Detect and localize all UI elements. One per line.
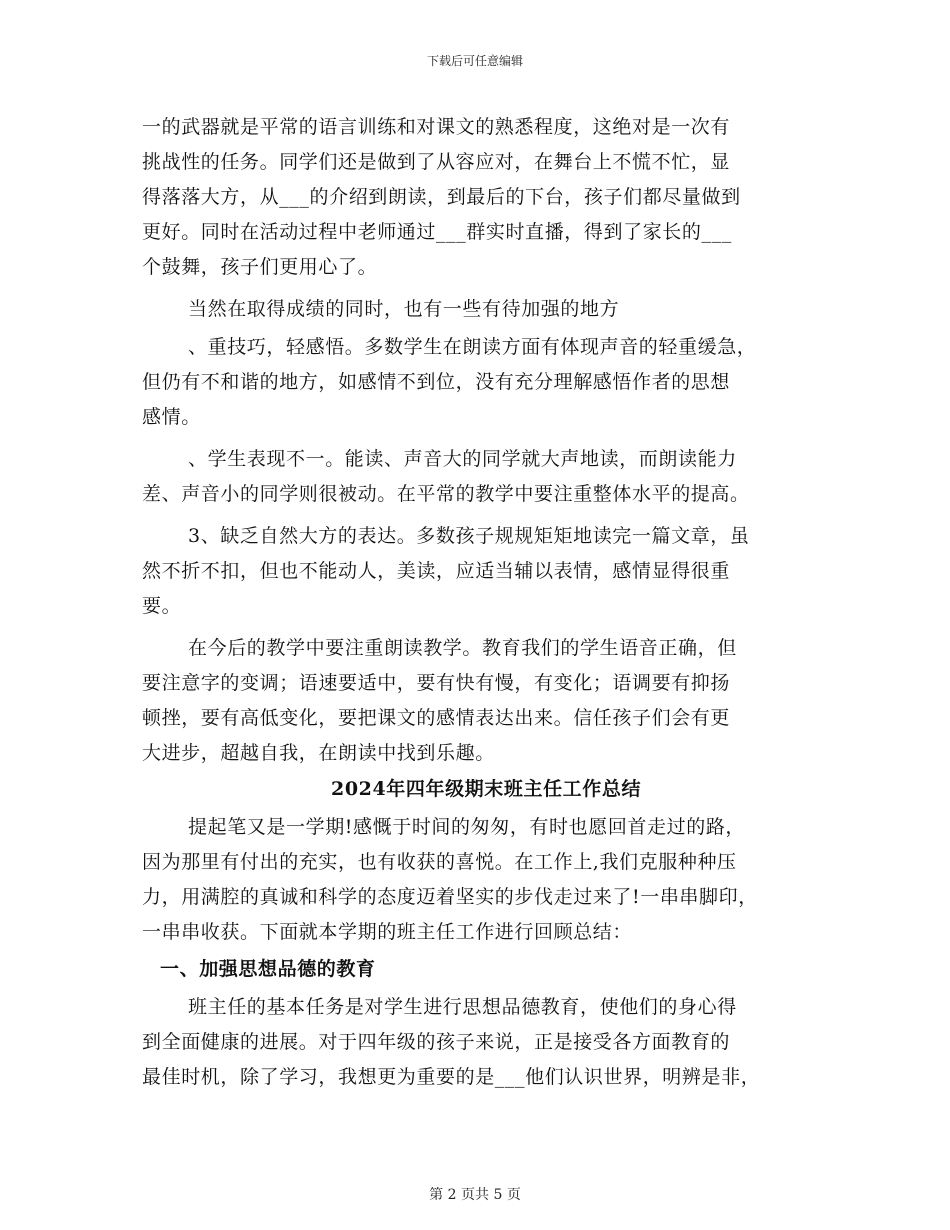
paragraph-line: 、重技巧，轻感悟。多数学生在朗读方面有体现声音的轻重缓急， bbox=[188, 336, 757, 358]
page-header: 下载后可任意编辑 bbox=[426, 54, 523, 68]
paragraph-line: 到全面健康的进展。对于四年级的孩子来说，正是接受各方面教育的 bbox=[142, 1031, 731, 1053]
paragraph-line: 要。 bbox=[142, 595, 182, 617]
section-heading: 一、加强思想品德的教育 bbox=[160, 958, 376, 980]
paragraph-line: 提起笔又是一学期!感慨于时间的匆匆，有时也愿回首走过的路， bbox=[188, 816, 746, 838]
paragraph-line: 差、声音小的同学则很被动。在平常的教学中要注重整体水平的提高。 bbox=[142, 483, 750, 505]
footer-suffix: 页 bbox=[506, 1187, 521, 1203]
page-footer bbox=[0, 1184, 950, 1204]
paragraph-line: 一的武器就是平常的语言训练和对课文的熟悉程度，这绝对是一次有 bbox=[142, 116, 731, 138]
paragraph-line: 大进步，超越自我，在朗读中找到乐趣。 bbox=[142, 742, 495, 764]
paragraph-line: 、学生表现不一。能读、声音大的同学就大声地读，而朗读能力 bbox=[188, 448, 737, 470]
paragraph-line: 挑战性的任务。同学们还是做到了从容应对，在舞台上不慌不忙，显 bbox=[142, 151, 731, 173]
paragraph-line: 一串串收获。下面就本学期的班主任工作进行回顾总结： bbox=[142, 921, 633, 943]
footer-prefix: 第 bbox=[429, 1187, 444, 1203]
paragraph-line: 在今后的教学中要注重朗读教学。教育我们的学生语音正确，但 bbox=[188, 637, 737, 659]
paragraph-line: 班主任的基本任务是对学生进行思想品德教育，使他们的身心得 bbox=[188, 996, 737, 1018]
paragraph-line: 因为那里有付出的充实，也有收获的喜悦。在工作上,我们克服种种压 bbox=[142, 851, 737, 873]
paragraph-line: 最佳时机，除了学习，我想更为重要的是___他们认识世界，明辨是非， bbox=[142, 1066, 761, 1088]
paragraph-line: 个鼓舞，孩子们更用心了。 bbox=[142, 256, 378, 278]
paragraph-line: 更好。同时在活动过程中老师通过___群实时直播，得到了家长的___ bbox=[142, 221, 732, 243]
paragraph-line: 得落落大方，从___的介绍到朗读，到最后的下台，孩子们都尽量做到 bbox=[142, 186, 741, 208]
total-pages-number: 5 bbox=[493, 1187, 503, 1203]
current-page-number: 2 bbox=[447, 1187, 457, 1203]
paragraph-line: 顿挫，要有高低变化，要把课文的感情表达出来。信任孩子们会有更 bbox=[142, 707, 731, 729]
paragraph-line: 但仍有不和谐的地方，如感情不到位，没有充分理解感悟作者的思想 bbox=[142, 371, 731, 393]
paragraph-line: 感情。 bbox=[142, 406, 201, 428]
paragraph-line: 力，用满腔的真诚和科学的态度迈着坚实的步伐走过来了!一串串脚印， bbox=[142, 886, 758, 908]
section-title: 2024年四年级期末班主任工作总结 bbox=[331, 778, 642, 800]
paragraph-line: 然不折不扣，但也不能动人，美读，应适当辅以表情，感情显得很重 bbox=[142, 560, 731, 582]
paragraph-line: 3、缺乏自然大方的表达。多数孩子规规矩矩地读完一篇文章，虽 bbox=[188, 525, 750, 547]
footer-middle: 页共 bbox=[461, 1187, 489, 1203]
paragraph-line: 要注意字的变调；语速要适中，要有快有慢，有变化；语调要有抑扬 bbox=[142, 672, 731, 694]
paragraph-line: 当然在取得成绩的同时，也有一些有待加强的地方 bbox=[188, 298, 620, 320]
